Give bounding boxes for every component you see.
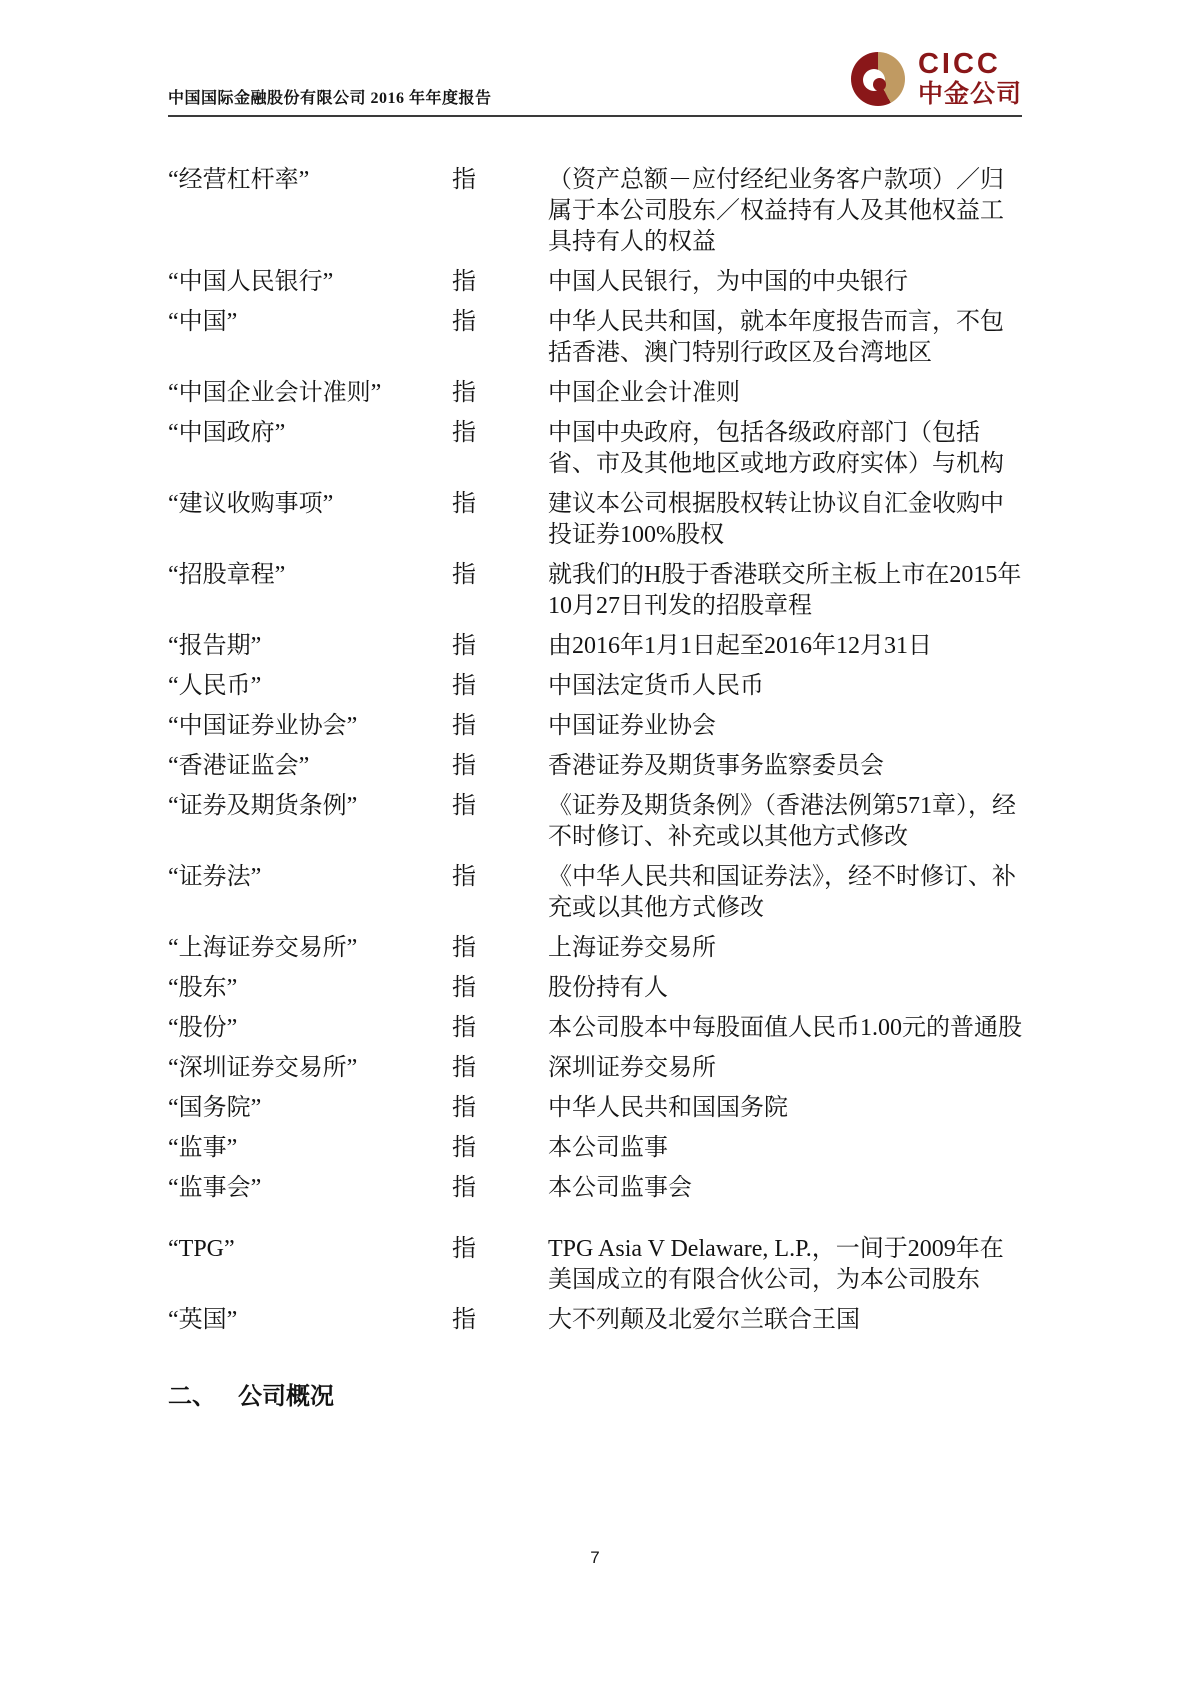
definition-text: 中华人民共和国国务院 xyxy=(548,1095,788,1121)
definition-term: “证券及期货条例” xyxy=(168,793,358,819)
definition-term: “TPG” xyxy=(168,1236,235,1262)
definition-row xyxy=(168,1093,1022,1124)
definition-text: 本公司监事会 xyxy=(548,1175,692,1201)
section-number: 二、 xyxy=(168,1384,216,1410)
definition-row xyxy=(168,1173,1022,1204)
definition-row xyxy=(168,1133,1022,1164)
definition-term: “报告期” xyxy=(168,633,262,659)
definition-term: “中国政府” xyxy=(168,420,286,446)
definition-row xyxy=(168,973,1022,1004)
definition-text: 中华人民共和国，就本年度报告而言，不包括香港、澳门特别行政区及台湾地区 xyxy=(548,309,1004,366)
definition-term: “建议收购事项” xyxy=(168,491,334,517)
page-body xyxy=(168,165,1022,1411)
definition-means-label: 指 xyxy=(452,167,476,193)
definition-row xyxy=(168,933,1022,964)
definition-means-label: 指 xyxy=(452,753,476,779)
definition-text: 本公司股本中每股面值人民币1.00元的普通股 xyxy=(548,1015,1022,1041)
definition-text: 深圳证券交易所 xyxy=(548,1055,716,1081)
definition-means-label: 指 xyxy=(452,713,476,739)
page-number: 7 xyxy=(590,1548,600,1567)
definition-term: “中国” xyxy=(168,309,238,335)
section-heading xyxy=(168,1376,1022,1411)
definition-text: 香港证券及期货事务监察委员会 xyxy=(548,753,884,779)
cicc-logo xyxy=(851,50,1022,107)
definition-row xyxy=(168,378,1022,409)
definition-text: 中国人民银行，为中国的中央银行 xyxy=(548,269,908,295)
definition-means-label: 指 xyxy=(452,975,476,1001)
definition-means-label: 指 xyxy=(452,1015,476,1041)
definition-text: 中国中央政府，包括各级政府部门（包括省、市及其他地区或地方政府实体）与机构 xyxy=(548,420,1004,477)
definition-text: 建议本公司根据股权转让协议自汇金收购中投证券100%股权 xyxy=(548,491,1004,548)
definition-text: 中国证券业协会 xyxy=(548,713,716,739)
definition-row xyxy=(168,862,1022,924)
definition-text: （资产总额－应付经纪业务客户款项）／归属于本公司股东／权益持有人及其他权益工具持有人的权益 xyxy=(548,167,1004,255)
report-title: 中国国际金融股份有限公司 2016 年年度报告 xyxy=(168,90,492,107)
definition-row xyxy=(168,631,1022,662)
definition-term: “英国” xyxy=(168,1307,238,1333)
definition-means-label: 指 xyxy=(452,420,476,446)
definition-row xyxy=(168,1013,1022,1044)
section-title: 公司概况 xyxy=(238,1384,334,1410)
definition-means-label: 指 xyxy=(452,673,476,699)
definition-text: 由2016年1月1日起至2016年12月31日 xyxy=(548,633,932,659)
definition-means-label: 指 xyxy=(452,380,476,406)
definition-row xyxy=(168,267,1022,298)
definition-means-label: 指 xyxy=(452,1135,476,1161)
definition-means-label: 指 xyxy=(452,633,476,659)
cicc-logo-icon xyxy=(851,52,905,106)
definition-term: “股份” xyxy=(168,1015,238,1041)
definition-term: “上海证券交易所” xyxy=(168,935,358,961)
definition-text: 中国企业会计准则 xyxy=(548,380,740,406)
definition-row xyxy=(168,307,1022,369)
definition-term: “深圳证券交易所” xyxy=(168,1055,358,1081)
definition-term: “中国企业会计准则” xyxy=(168,380,382,406)
definitions-list xyxy=(168,165,1022,1336)
definition-text: 《证券及期货条例》（香港法例第571章），经不时修订、补充或以其他方式修改 xyxy=(548,793,1016,850)
definition-row xyxy=(168,165,1022,258)
definition-means-label: 指 xyxy=(452,1175,476,1201)
definition-term: “人民币” xyxy=(168,673,262,699)
definition-text: 中国法定货币人民币 xyxy=(548,673,764,699)
definition-text: 上海证券交易所 xyxy=(548,935,716,961)
definition-means-label: 指 xyxy=(452,1055,476,1081)
definition-row xyxy=(168,1234,1022,1296)
page-header xyxy=(168,0,1022,117)
definition-means-label: 指 xyxy=(452,1307,476,1333)
definition-term: “监事” xyxy=(168,1135,238,1161)
definition-term: “香港证监会” xyxy=(168,753,310,779)
definition-row xyxy=(168,791,1022,853)
definition-means-label: 指 xyxy=(452,1095,476,1121)
logo-text xyxy=(918,50,1022,107)
definition-term: “中国人民银行” xyxy=(168,269,334,295)
definition-row xyxy=(168,671,1022,702)
definition-text: 股份持有人 xyxy=(548,975,668,1001)
definition-row xyxy=(168,1305,1022,1336)
logo-dot-shape xyxy=(873,78,886,91)
definition-row xyxy=(168,751,1022,782)
definition-means-label: 指 xyxy=(452,1236,476,1262)
definition-term: “国务院” xyxy=(168,1095,262,1121)
definition-row xyxy=(168,489,1022,551)
definition-term: “股东” xyxy=(168,975,238,1001)
definition-row xyxy=(168,711,1022,742)
definition-text: 本公司监事 xyxy=(548,1135,668,1161)
definition-row xyxy=(168,1053,1022,1084)
definition-means-label: 指 xyxy=(452,935,476,961)
definition-term: “证券法” xyxy=(168,864,262,890)
definition-term: “招股章程” xyxy=(168,562,286,588)
logo-text-en: CICC xyxy=(917,48,1001,80)
definition-means-label: 指 xyxy=(452,491,476,517)
definition-text: 《中华人民共和国证券法》，经不时修订、补充或以其他方式修改 xyxy=(548,864,1016,921)
definition-means-label: 指 xyxy=(452,793,476,819)
logo-text-zh: 中金公司 xyxy=(917,81,1022,108)
definition-term: “中国证券业协会” xyxy=(168,713,358,739)
definition-text: 就我们的H股于香港联交所主板上市在2015年10月27日刊发的招股章程 xyxy=(548,562,1022,619)
definition-row xyxy=(168,560,1022,622)
definition-text: 大不列颠及北爱尔兰联合王国 xyxy=(548,1307,860,1333)
definition-term: “经营杠杆率” xyxy=(168,167,310,193)
definition-text: TPG Asia V Delaware, L.P.，一间于2009年在美国成立的有限合伙公司，为本公司股东 xyxy=(548,1236,1004,1293)
definition-means-label: 指 xyxy=(452,562,476,588)
definition-means-label: 指 xyxy=(452,269,476,295)
definition-means-label: 指 xyxy=(452,864,476,890)
definition-term: “监事会” xyxy=(168,1175,262,1201)
definition-row xyxy=(168,418,1022,480)
definition-means-label: 指 xyxy=(452,309,476,335)
